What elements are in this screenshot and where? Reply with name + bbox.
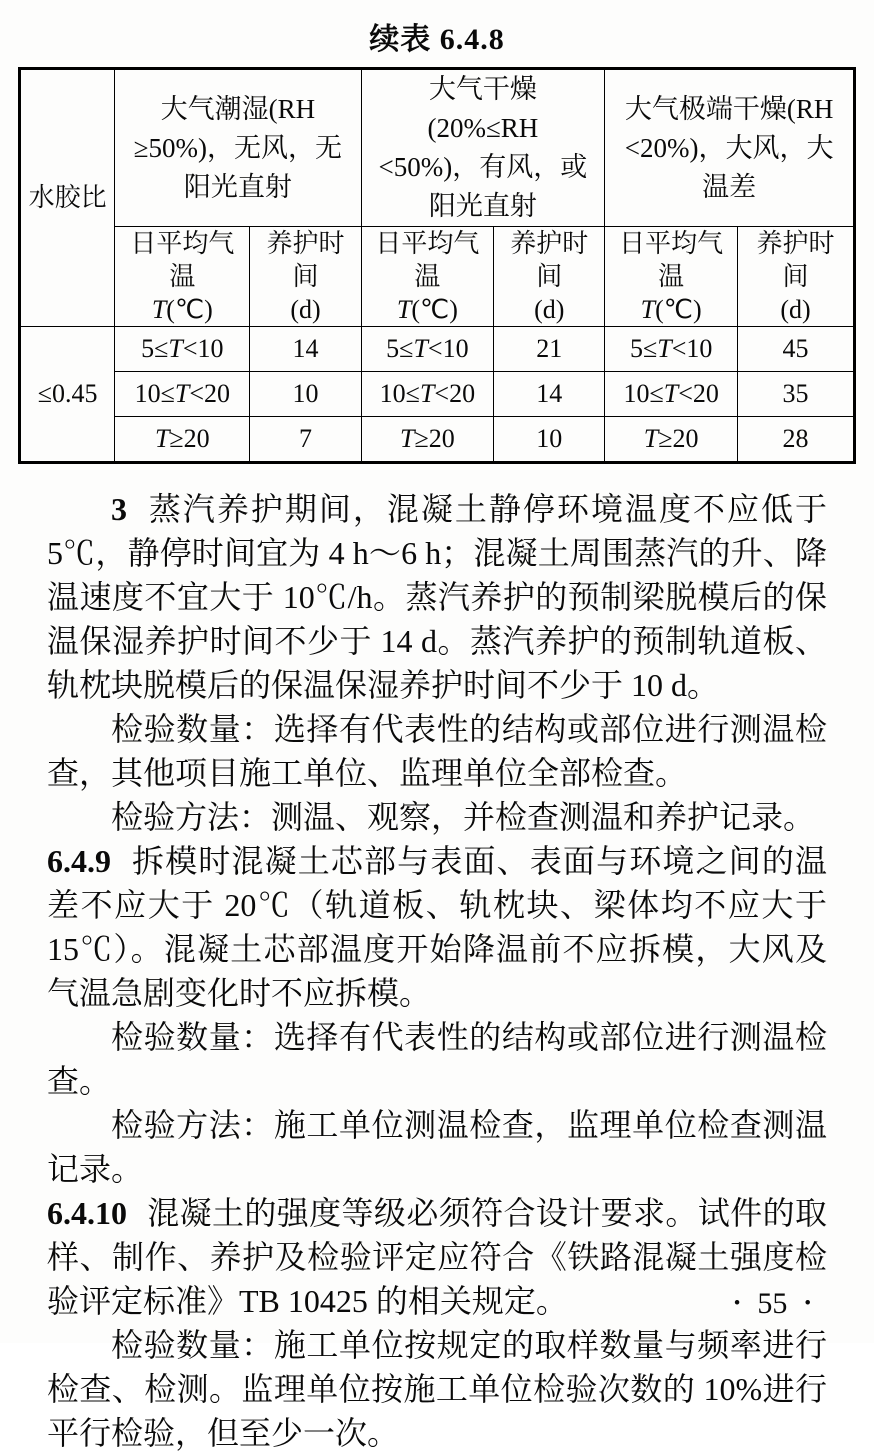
avg-temp-header-1: 日平均气温 T(℃) (115, 227, 250, 327)
clause-number: 6.4.9 (47, 843, 111, 879)
curing-time-header-3: 养护时间 (d) (738, 227, 855, 327)
curing-days-cell: 7 (250, 417, 361, 463)
table-row (20, 327, 855, 372)
inspection-quantity-paragraph (47, 707, 827, 795)
inspection-method-paragraph (47, 795, 827, 839)
clause-6-4-9-paragraph (47, 839, 827, 1015)
paragraph-text: 检验数量：选择有代表性的结构或部位进行测温检查。 (47, 1019, 827, 1099)
clause-number: 6.4.10 (47, 1195, 127, 1231)
inspection-quantity-paragraph (47, 1015, 827, 1103)
paragraph-text: 拆模时混凝土芯部与表面、表面与环境之间的温差不应大于 20℃（轨道板、轨枕块、梁体均不应大于 15℃）。混凝土芯部温度开始降温前不应拆模，大风及气温急剧变化时不应拆模。 (47, 843, 827, 1011)
curing-time-table (18, 67, 856, 464)
temp-range-cell: 5≤T<10 (115, 327, 250, 372)
footer-bullet-icon: • (733, 1293, 741, 1314)
avg-temp-header-2: 日平均气温 T(℃) (361, 227, 494, 327)
curing-days-cell: 10 (494, 417, 605, 463)
paragraph-text: 检验方法：测温、观察，并检查测温和养护记录。 (111, 799, 816, 835)
clause-6-4-10-paragraph (47, 1191, 827, 1323)
temp-range-cell: T≥20 (115, 417, 250, 463)
curing-days-cell: 14 (250, 327, 361, 372)
temp-range-cell: 5≤T<10 (361, 327, 494, 372)
table-title: 续表 6.4.8 (369, 23, 505, 56)
condition-dry-header: 大气干燥(20%≤RH <50%)，有风，或阳光直射 (361, 69, 605, 227)
inspection-method-paragraph (47, 1103, 827, 1191)
paragraph-text: 蒸汽养护期间，混凝土静停环境温度不应低于 5℃，静停时间宜为 4 h～6 h；混凝土周围蒸汽的升、降温速度不宜大于 10℃/h。蒸汽养护的预制梁脱模后的保温保湿养护时间不少于 14 d。蒸汽养护的预制轨道板、轨枕块脱模后的保温保湿养护时间不少于 10 d。 (47, 491, 827, 703)
water-binder-ratio-value: ≤0.45 (20, 327, 115, 463)
paragraph-text: 检验方法：施工单位测温检查，监理单位检查测温记录。 (47, 1107, 827, 1187)
condition-extreme-dry-header: 大气极端干燥(RH <20%)，大风，大温差 (605, 69, 855, 227)
temp-range-cell: T≥20 (361, 417, 494, 463)
curing-days-cell: 28 (738, 417, 855, 463)
curing-days-cell: 35 (738, 372, 855, 417)
curing-days-cell: 10 (250, 372, 361, 417)
body-text (47, 487, 827, 1455)
paragraph-text: 混凝土的强度等级必须符合设计要求。试件的取样、制作、养护及检验评定应符合《铁路混凝土强度检验评定标准》TB 10425 的相关规定。 (47, 1195, 827, 1319)
paragraph-text: 检验数量：选择有代表性的结构或部位进行测温检查，其他项目施工单位、监理单位全部检查。 (47, 711, 827, 791)
temp-range-cell: 5≤T<10 (605, 327, 738, 372)
table-header-row-subcolumns (20, 227, 855, 327)
avg-temp-header-3: 日平均气温 T(℃) (605, 227, 738, 327)
curing-time-header-1: 养护时间 (d) (250, 227, 361, 327)
inspection-quantity-paragraph (47, 1323, 827, 1455)
temp-range-cell: 10≤T<20 (361, 372, 494, 417)
temp-range-cell: 10≤T<20 (605, 372, 738, 417)
page-number (717, 1287, 828, 1321)
paragraph-text: 检验数量：施工单位按规定的取样数量与频率进行检查、检测。监理单位按施工单位检验次数的 10%进行平行检验，但至少一次。 (47, 1327, 827, 1451)
curing-days-cell: 14 (494, 372, 605, 417)
curing-days-cell: 45 (738, 327, 855, 372)
footer-bullet-icon: • (804, 1293, 811, 1314)
water-binder-ratio-header: 水胶比 (20, 69, 115, 327)
table-row (20, 417, 855, 463)
clause-3-paragraph (47, 487, 827, 707)
page-number-value: 55 (757, 1287, 788, 1320)
table-header-row-conditions (20, 69, 855, 227)
curing-time-header-2: 养护时间 (d) (494, 227, 605, 327)
temp-range-cell: T≥20 (605, 417, 738, 463)
clause-number: 3 (111, 491, 127, 527)
table-row (20, 372, 855, 417)
condition-humid-header: 大气潮湿(RH ≥50%)，无风，无阳光直射 (115, 69, 361, 227)
curing-days-cell: 21 (494, 327, 605, 372)
temp-range-cell: 10≤T<20 (115, 372, 250, 417)
